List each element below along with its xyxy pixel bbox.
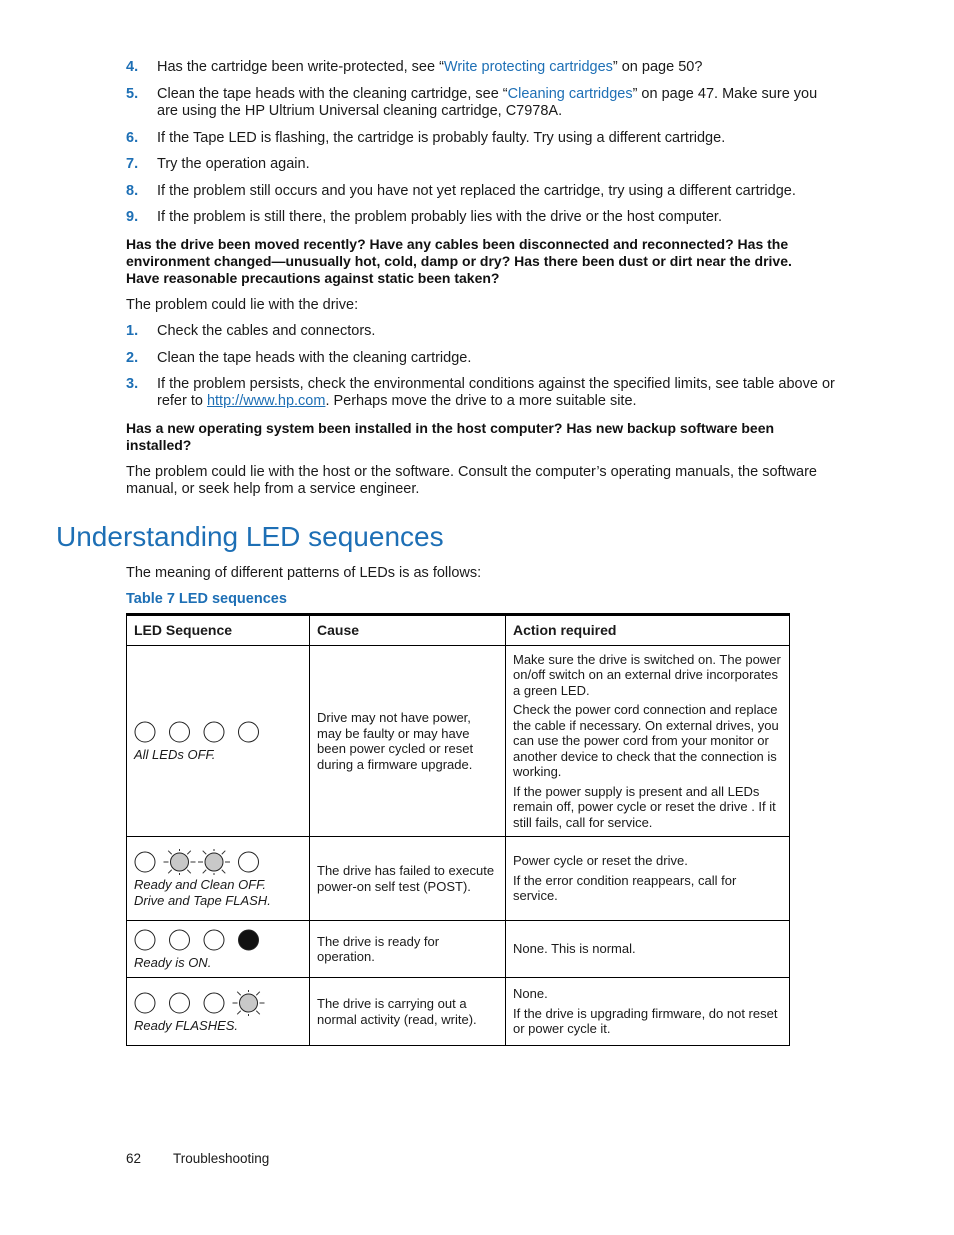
led-indicator-group (134, 849, 302, 875)
step-number: 8. (126, 183, 139, 199)
led-off-icon (135, 930, 155, 950)
action-text: None. This is normal. (513, 941, 636, 957)
led-flash-icon (198, 849, 230, 875)
step-number: 9. (126, 209, 139, 225)
step-number: 5. (126, 86, 139, 102)
drive-moved-question: Has the drive been moved recently? Have any cables been disconnected and reconnected? Has the environment changed—unusually hot, cold, damp or dry? Has there been dust or dirt near the drive. Have reasonable precautions against static been taken? (126, 236, 792, 286)
led-off-icon (170, 722, 190, 742)
section-intro: The meaning of different patterns of LEDs is as follows: (126, 565, 482, 581)
step-text: If the problem persists, check the environmental conditions against the specified limits, see table above or refer to http://www.hp.com. Perhaps move the drive to a more suitable site. (157, 376, 835, 409)
led-flash-icon (233, 990, 265, 1016)
cleaning-cartridges-link[interactable]: Cleaning cartridges (507, 86, 633, 102)
step-text: If the Tape LED is flashing, the cartridge is probably faulty. Try using a different cartridge. (157, 130, 726, 146)
led-sequence-cell (127, 837, 310, 921)
led-off-icon (135, 722, 155, 742)
led-on-icon (239, 930, 259, 950)
led-indicator-group (134, 719, 302, 745)
led-sequence-cell (127, 921, 310, 978)
action-text: If the error condition reappears, call for service. (513, 872, 737, 904)
table-row (127, 978, 790, 1046)
step-text: Has the cartridge been write-protected, see “Write protecting cartridges” on page 50? (157, 59, 703, 75)
led-sequence-cell (127, 978, 310, 1046)
led-sequence-label: Ready is ON. (134, 955, 212, 971)
led-sequence-cell (127, 646, 310, 837)
led-sequences-table (126, 613, 790, 1046)
led-sequence-label: Ready and Clean OFF. (134, 877, 266, 892)
action-text: Check the power cord connection and replace the cable if necessary. On external drives, you can use the power cord from your monitor or another device to check that the connection is working. (513, 702, 779, 780)
action-cell (506, 646, 790, 837)
cause-cell: The drive is ready for operation. (310, 921, 506, 978)
step-text: Check the cables and connectors. (157, 323, 376, 339)
step-number: 3. (126, 376, 139, 392)
host-software-paragraph: The problem could lie with the host or the software. Consult the computer’s operating manuals, the software manual, or seek help from a service engineer. (126, 464, 817, 497)
led-off-icon (204, 930, 224, 950)
led-icons-svg (134, 849, 274, 875)
led-off-icon (170, 930, 190, 950)
step-text: Clean the tape heads with the cleaning cartridge. (157, 350, 472, 366)
step-text: Try the operation again. (157, 156, 310, 172)
led-sequence-label: Ready FLASHES. (134, 1017, 239, 1033)
action-text: If the power supply is present and all LEDs remain off, power cycle or reset the drive . If it still fails, call for service. (513, 783, 776, 830)
step-text: If the problem is still there, the problem probably lies with the drive or the host computer. (157, 209, 722, 225)
new-os-question: Has a new operating system been installed in the host computer? Has new backup software been installed? (126, 420, 775, 453)
led-off-icon (239, 852, 259, 872)
action-text: Power cycle or reset the drive. (513, 853, 688, 869)
cause-cell: The drive is carrying out a normal activity (read, write). (310, 978, 506, 1046)
cause-cell: Drive may not have power, may be faulty or may have been power cycled or reset during a firmware upgrade. (310, 646, 506, 837)
table-caption: Table 7 LED sequences (126, 591, 287, 607)
header-action-required: Action required (506, 615, 790, 646)
header-cause: Cause (310, 615, 506, 646)
table-header-row (127, 615, 790, 646)
cause-cell: The drive has failed to execute power-on self test (POST). (310, 837, 506, 921)
led-off-icon (135, 993, 155, 1013)
led-off-icon (135, 852, 155, 872)
led-icons-svg (134, 990, 274, 1016)
step-number: 7. (126, 156, 139, 172)
table-row (127, 837, 790, 921)
step-number: 6. (126, 130, 139, 146)
section-heading: Understanding LED sequences (56, 521, 444, 552)
led-sequence-label: All LEDs OFF. (134, 747, 216, 763)
page-number: 62 (126, 1151, 142, 1166)
action-text: If the drive is upgrading firmware, do not reset or power cycle it. (513, 1005, 778, 1037)
led-flash-icon (164, 849, 196, 875)
led-indicator-group (134, 927, 302, 953)
led-off-icon (204, 722, 224, 742)
header-led-sequence: LED Sequence (127, 615, 310, 646)
action-cell (506, 837, 790, 921)
led-off-icon (239, 722, 259, 742)
led-sequence-label: Drive and Tape FLASH. (134, 892, 271, 908)
step-number: 2. (126, 350, 139, 366)
hp-website-link[interactable]: http://www.hp.com (206, 393, 326, 409)
led-indicator-group (134, 990, 302, 1016)
action-text: None. (513, 986, 548, 1002)
led-off-icon (204, 993, 224, 1013)
led-icons-svg (134, 719, 274, 745)
write-protecting-link[interactable]: Write protecting cartridges (443, 59, 613, 75)
step-number: 4. (126, 59, 139, 75)
table-row (127, 646, 790, 837)
step-text: Clean the tape heads with the cleaning cartridge, see “Cleaning cartridges” on page 47. Make sure you are using the HP Ultrium Universal cleaning cartridge, C7978A. (157, 86, 818, 119)
step-text: If the problem still occurs and you have not yet replaced the cartridge, try using a different cartridge. (157, 183, 796, 199)
footer-section-name: Troubleshooting (173, 1151, 270, 1166)
led-icons-svg (134, 927, 274, 953)
table-row (127, 921, 790, 978)
led-off-icon (170, 993, 190, 1013)
action-text: Make sure the drive is switched on. The power on/off switch on an external drive incorporates a green LED. (513, 651, 781, 698)
action-cell (506, 921, 790, 978)
action-cell (506, 978, 790, 1046)
drive-problem-intro: The problem could lie with the drive: (126, 297, 359, 313)
step-number: 1. (126, 323, 139, 339)
